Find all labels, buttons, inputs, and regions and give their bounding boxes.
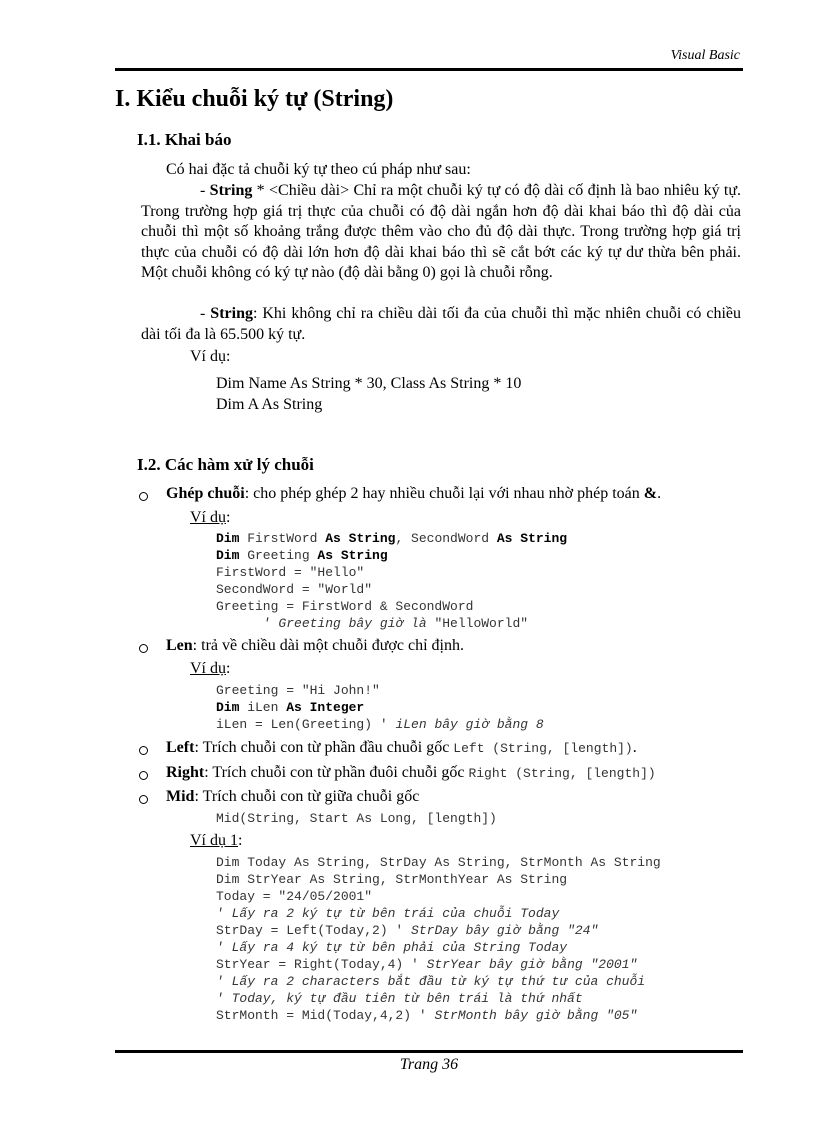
code-comment: StrYear bây giờ bằng "2001": [426, 957, 638, 972]
code-comment: StrMonth bây giờ bằng "05": [434, 1008, 638, 1023]
code-block-len: [216, 682, 544, 733]
code-line: Today = "24/05/2001": [216, 889, 373, 904]
operator: &: [643, 485, 658, 502]
bullet: [139, 767, 148, 785]
example-word: Ví dụ 1: [190, 832, 238, 849]
code-comment: iLen bây giờ bằng 8: [395, 717, 544, 732]
example-colon: :: [238, 832, 243, 849]
bullet: [139, 640, 148, 658]
bullet-len: [166, 636, 464, 656]
period: .: [657, 485, 662, 502]
example-line: Dim A As String: [216, 396, 323, 413]
header-rule: [115, 68, 743, 71]
example-line: Dim Name As String * 30, Class As String * 10: [216, 375, 522, 392]
code-text: StrMonth = Mid(Today,4,2) ': [216, 1008, 435, 1023]
example-label: Ví dụ:: [190, 348, 231, 365]
subsection-heading-declaration: I.1. Khai báo: [137, 130, 232, 149]
paragraph-fixed-string: - String * <Chiều dài> Chỉ ra một chuỗi ký tự có độ dài cố định là bao nhiêu ký tự. Trong trường hợp giá trị thực của chuỗi có độ dài ngắn hơn độ dài khai báo thì độ dài của chuỗi thì một số khoảng trắng được thêm vào cho đủ độ dài thực. Trong trường hợp giá trị thực của chuỗi có độ dài lớn hơn độ dài khai báo thì sẽ cắt bớt các ký tự dư thừa bên phải. Một chuỗi không có ký tự nào (độ dài bằng 0) gọi là chuỗi rỗng.: [141, 182, 742, 281]
term: Right: [166, 764, 205, 781]
code-line: Dim Today As String, StrDay As String, StrMonth As String: [216, 855, 661, 870]
kw: As String: [325, 531, 396, 546]
code-block-concat: [216, 530, 567, 632]
page-number: Trang 36: [399, 1056, 459, 1073]
bullet: [139, 488, 148, 506]
kw: Dim: [216, 700, 240, 715]
example-word: Ví dụ: [190, 660, 226, 677]
code-block-substring: [216, 854, 661, 1024]
example-colon: :: [226, 660, 231, 677]
bullet-concat: [166, 484, 661, 504]
intro-text: Có hai đặc tả chuỗi ký tự theo cú pháp như sau:: [166, 161, 471, 178]
paragraph-variable-string: - String: Khi không chỉ ra chiều dài tối đa của chuỗi thì mặc nhiên chuỗi có chiều dài tối đa là 65.500 ký tự.: [141, 305, 742, 343]
code-comment: ' Lấy ra 4 ký tự từ bên phải của String Today: [216, 940, 568, 955]
paragraph-text: : Khi không chỉ ra chiều dài tối đa của chuỗi thì mặc nhiên chuỗi có chiều dài tối đa là 65.500 ký tự.: [141, 305, 742, 343]
code-text: iLen = Len(Greeting) ': [216, 717, 396, 732]
bullet: [139, 791, 148, 809]
bullet-mid: [166, 787, 419, 807]
term: Len: [166, 637, 193, 654]
code-comment: StrDay bây giờ bằng "24": [411, 923, 599, 938]
term: Mid: [166, 788, 195, 805]
code-line: FirstWord = "Hello": [216, 565, 365, 580]
section-title: I. Kiểu chuỗi ký tự (String): [115, 86, 394, 112]
code-text: "HelloWorld": [434, 616, 529, 631]
subsection-heading-functions: I.2. Các hàm xử lý chuỗi: [137, 455, 314, 474]
description: : Trích chuỗi con từ phần đầu chuỗi gốc: [194, 739, 454, 756]
code-comment: ' Lấy ra 2 characters bắt đầu từ ký tự thứ tư của chuỗi: [216, 974, 646, 989]
example-label: [190, 659, 230, 679]
description: : trả về chiều dài một chuỗi được chỉ định.: [192, 637, 464, 654]
example-label: [190, 508, 230, 528]
footer-rule: [115, 1050, 743, 1053]
code-line: SecondWord = "World": [216, 582, 373, 597]
code-line: Greeting = FirstWord & SecondWord: [216, 599, 474, 614]
mid-syntax: Mid(String, Start As Long, [length]): [216, 811, 497, 826]
code-text: StrYear = Right(Today,4) ': [216, 957, 427, 972]
syntax: Right (String, [length]): [468, 766, 656, 781]
code-comment: ' Lấy ra 2 ký tự từ bên trái của chuỗi Today: [216, 906, 560, 921]
kw: As String: [317, 548, 388, 563]
example-word: Ví dụ: [190, 509, 226, 526]
kw: Dim: [216, 531, 240, 546]
example-label: [190, 831, 242, 851]
code-line: Dim StrYear As String, StrMonthYear As String: [216, 872, 568, 887]
kw: As String: [496, 531, 568, 546]
code-comment: ' Greeting bây giờ là: [216, 616, 435, 631]
term: Left: [166, 739, 195, 756]
syntax: Left (String, [length]): [453, 741, 633, 756]
code-text: FirstWord: [239, 531, 326, 546]
keyword-string: String: [209, 182, 253, 199]
paragraph-text: * <Chiều dài> Chỉ ra một chuỗi ký tự có độ dài cố định là bao nhiêu ký tự. Trong trường hợp giá trị thực của chuỗi có độ dài ngắn hơn độ dài khai báo thì độ dài của chuỗi thì một số khoảng trắng được thêm vào cho đủ độ dài thực. Trong trường hợp giá trị thực của chuỗi có độ dài lớn hơn độ dài khai báo thì sẽ cắt bớt các ký tự dư thừa bên phải. Một chuỗi không có ký tự nào (độ dài bằng 0) gọi là chuỗi rỗng.: [141, 182, 742, 281]
code-text: StrDay = Left(Today,2) ': [216, 923, 412, 938]
bullet-right: [166, 763, 656, 784]
code-text: Greeting: [239, 548, 318, 563]
kw: As Integer: [286, 700, 365, 715]
bullet: [139, 742, 148, 760]
running-header: Visual Basic: [670, 48, 740, 63]
code-line: Greeting = "Hi John!": [216, 683, 380, 698]
period: .: [632, 739, 637, 756]
keyword-string: String: [210, 305, 253, 322]
description: : Trích chuỗi con từ giữa chuỗi gốc: [194, 788, 420, 805]
example-colon: :: [226, 509, 231, 526]
term: Ghép chuỗi: [166, 485, 245, 502]
code-text: , SecondWord: [395, 531, 497, 546]
kw: Dim: [216, 548, 240, 563]
description: : Trích chuỗi con từ phần đuôi chuỗi gốc: [204, 764, 469, 781]
bullet-left: [166, 738, 637, 759]
description: : cho phép ghép 2 hay nhiều chuỗi lại với nhau nhờ phép toán: [244, 485, 644, 502]
code-comment: ' Today, ký tự đầu tiên từ bên trái là thứ nhất: [216, 991, 583, 1006]
code-text: iLen: [239, 700, 287, 715]
